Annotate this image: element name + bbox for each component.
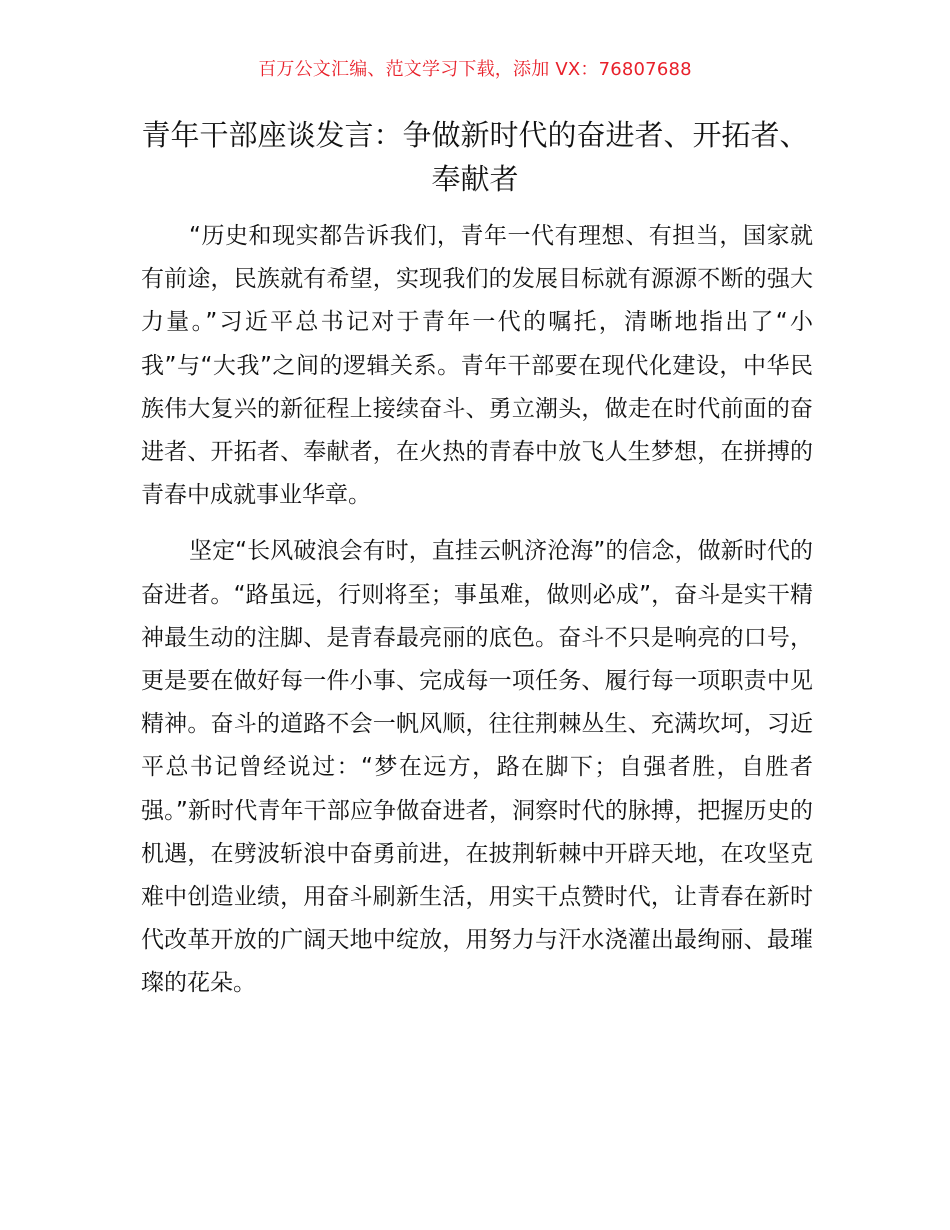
- paragraph-2: 坚定“长风破浪会有时，直挂云帆济沧海”的信念，做新时代的奋进者。“路虽远，行则将至；事虽难，做则必成”，奋斗是实干精神最生动的注脚、是青春最亮丽的底色。奋斗不只是响亮的口号，更是要在做好每一件小事、完成每一项任务、履行每一项职责中见精神。奋斗的道路不会一帆风顺，往往荆棘丛生、充满坎坷，习近平总书记曾经说过：“梦在远方，路在脚下；自强者胜，自胜者强。”新时代青年干部应争做奋进者，洞察时代的脉搏，把握历史的机遇，在劈波斩浪中奋勇前进，在披荆斩棘中开辟天地，在攻坚克难中创造业绩，用奋斗刷新生活，用实干点赞时代，让青春在新时代改革开放的广阔天地中绽放，用努力与汗水浇灌出最绚丽、最璀璨的花朵。: [141, 538, 813, 997]
- document-body: [141, 215, 813, 1019]
- document-title: 青年干部座谈发言：争做新时代的奋进者、开拓者、奉献者: [141, 118, 809, 196]
- paragraph-1: “历史和现实都告诉我们，青年一代有理想、有担当，国家就有前途，民族就有希望，实现我们的发展目标就有源源不断的强大力量。”习近平总书记对于青年一代的嘱托，清晰地指出了“小我”与“大我”之间的逻辑关系。青年干部要在现代化建设，中华民族伟大复兴的新征程上接续奋斗、勇立潮头，做走在时代前面的奋进者、开拓者、奉献者，在火热的青春中放飞人生梦想，在拼搏的青春中成就事业华章。: [141, 223, 813, 509]
- header-banner: 百万公文汇编、范文学习下载，添加 VX：76807688: [258, 59, 692, 80]
